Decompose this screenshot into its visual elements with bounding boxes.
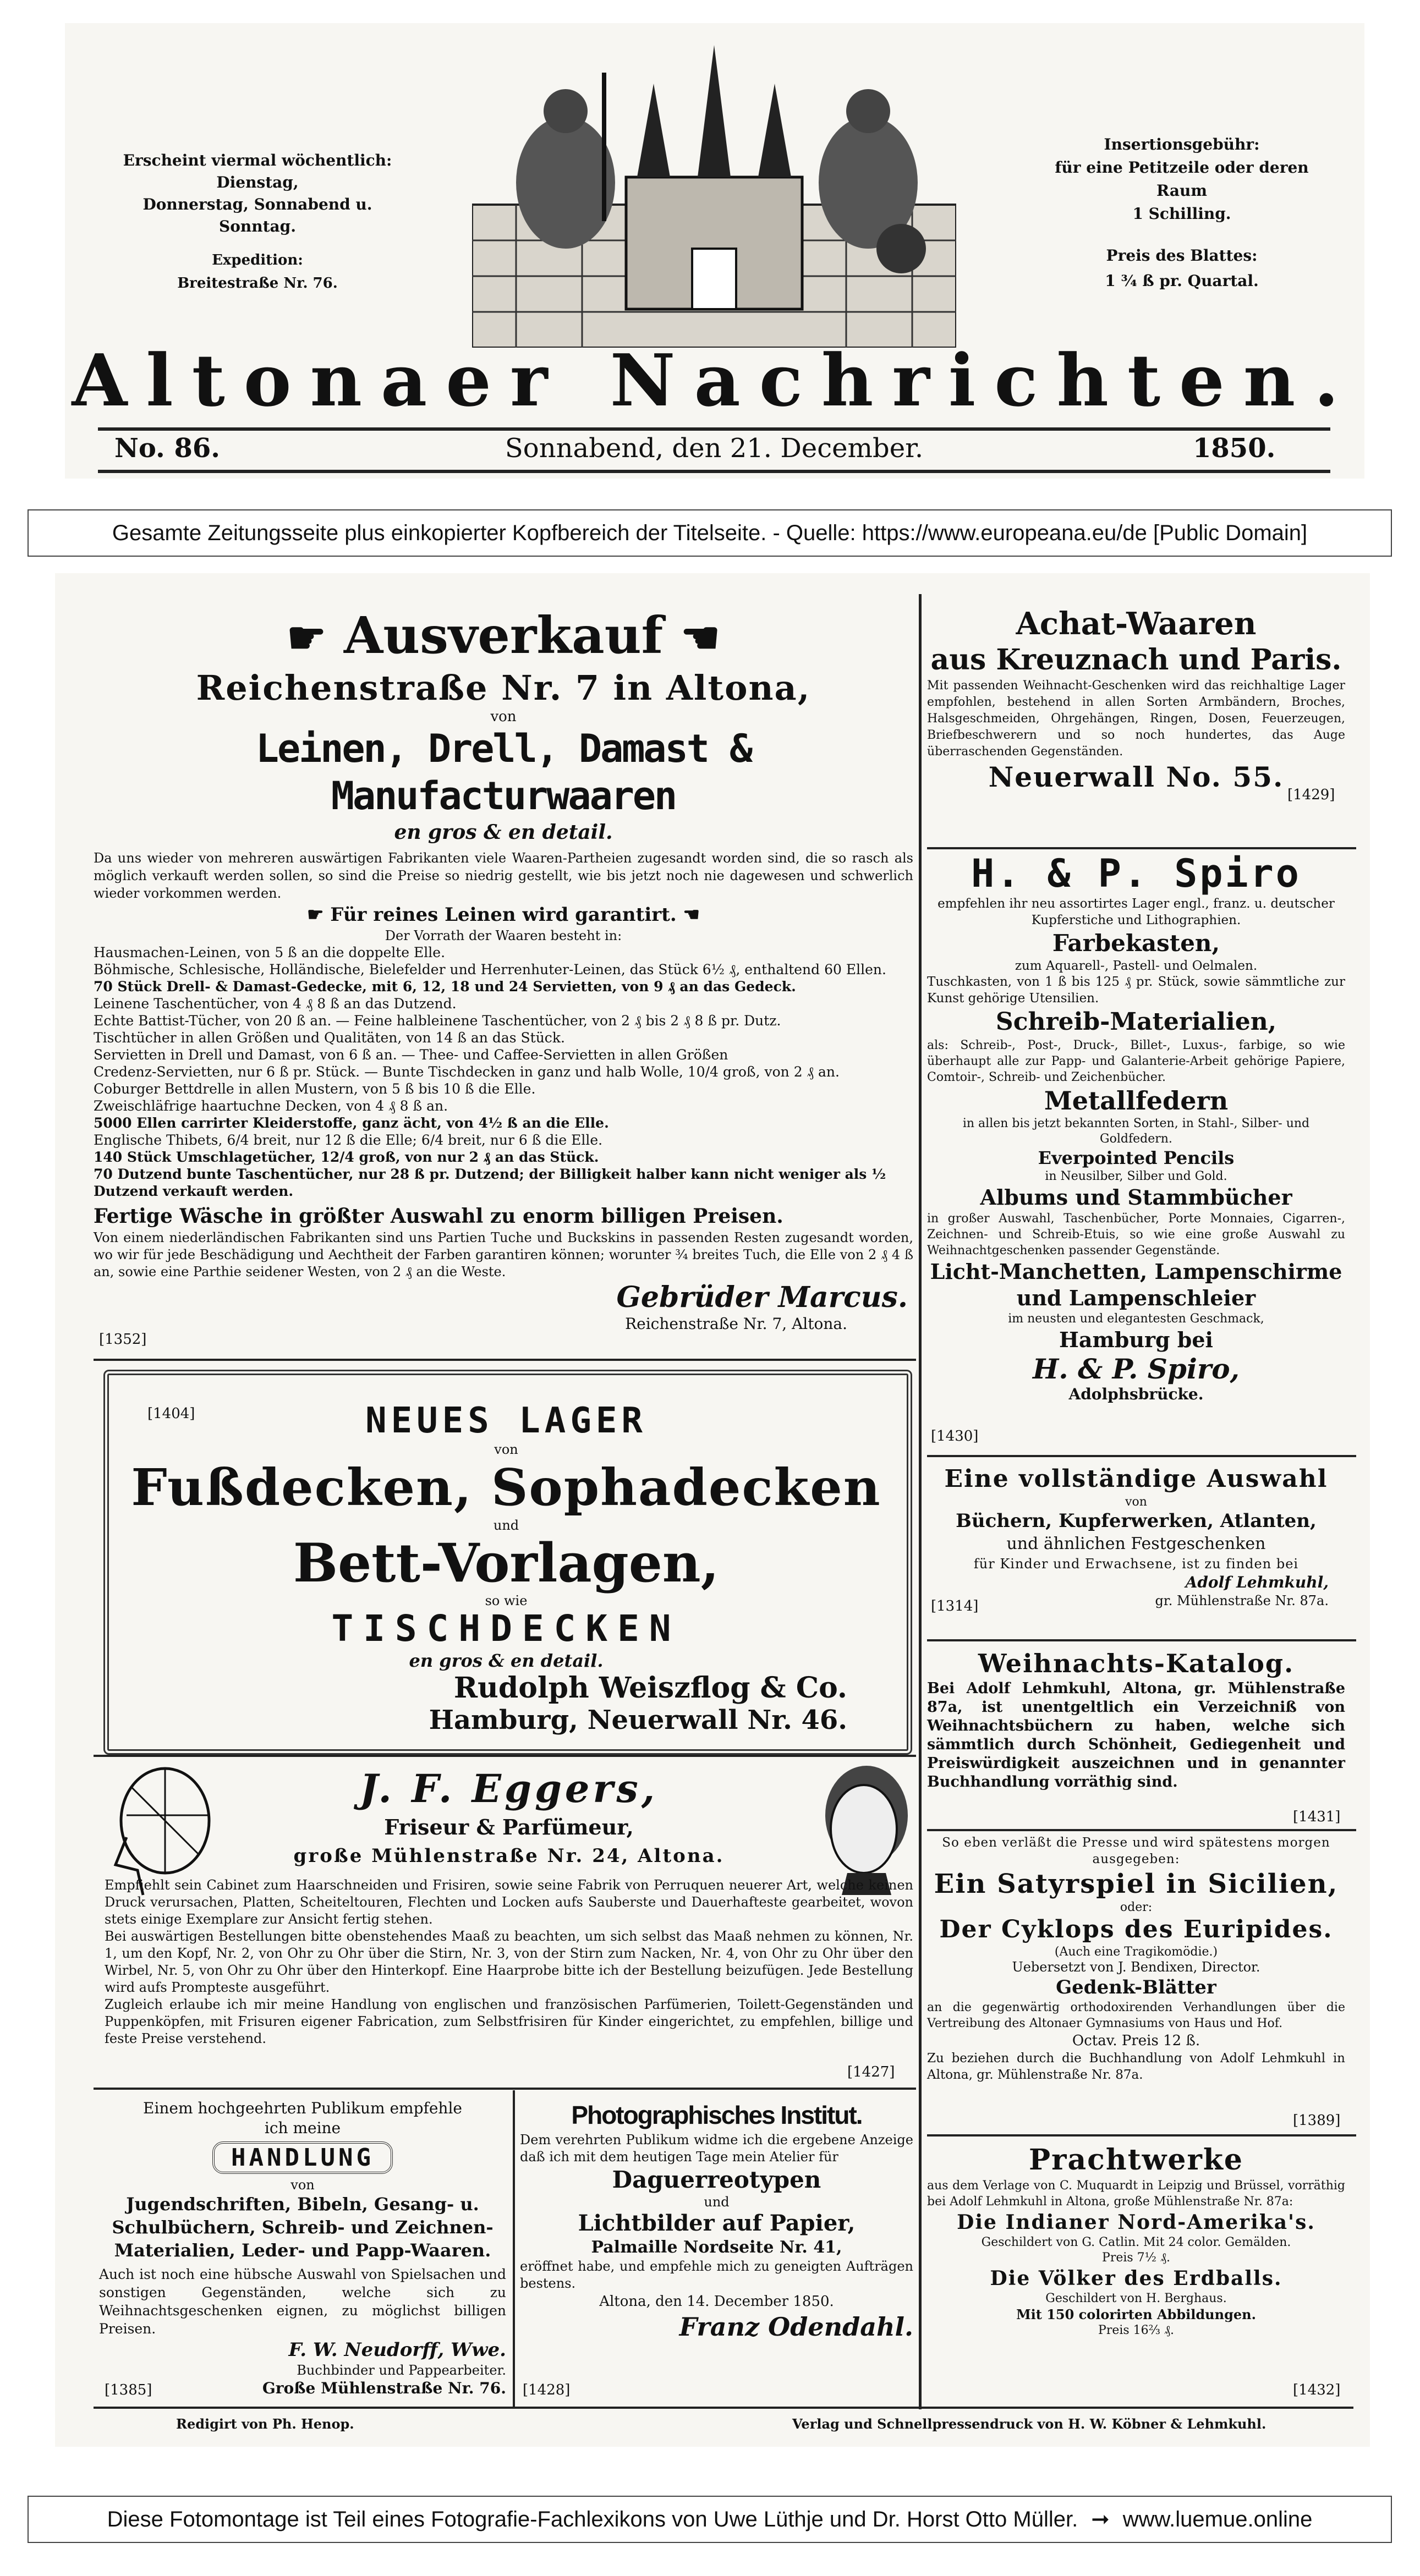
stock-line: Echte Battist-Tücher, von 20 ß an. — Feine halbleinene Taschentücher, von 2 ₰ bis 2 ₰ 8 ß pr. Dutz.	[94, 1013, 781, 1029]
neues-lager-engros: en gros & en detail.	[409, 1650, 604, 1671]
ref-1429: [1429]	[1287, 787, 1335, 803]
stock-line: 140 Stück Umschlagetücher, 12/4 groß, von nur 2 ₰ an das Stück.	[94, 1149, 599, 1165]
neues-lager-firm: Rudolph Weiszflog & Co.	[453, 1671, 847, 1705]
spiro-farbekasten-text: zum Aquarell-, Pastell- und Oelmalen.	[1015, 959, 1258, 973]
photo-lichtbilder: Lichtbilder auf Papier,	[578, 2210, 856, 2236]
satyr-title: Ein Satyrspiel in Sicilien,	[934, 1869, 1339, 1899]
lehmkuhl-von: von	[1125, 1495, 1147, 1509]
ausverkauf-lines	[94, 944, 913, 1200]
caption-bottom-text: Diese Fotomontage ist Teil eines Fotografie-Fachlexikons von Uwe Lüthje und Dr. Horst Otto Müller.	[107, 2507, 1078, 2531]
satyr-oder: oder:	[1120, 1901, 1153, 1914]
ad-weihnachts-katalog	[927, 1647, 1345, 1792]
spiro-ever-text: in Neusilber, Silber und Gold.	[1045, 1169, 1227, 1183]
caption-bottom	[28, 2496, 1392, 2543]
neues-lager-line3: TISCHDECKEN	[331, 1607, 681, 1650]
satyr-text: an die gegenwärtig orthodoxirenden Verhandlungen über die Vertreibung des Altonaer Gymnasiums von Haus und Hof.	[927, 2001, 1345, 2030]
left-info-1: Erscheint viermal wöchentlich:	[123, 151, 392, 169]
masthead-emblem	[472, 40, 956, 348]
left-info-3: Donnerstag, Sonnabend u. Sonntag.	[142, 195, 372, 235]
stock-line: 5000 Ellen carrirter Kleiderstoffe, ganz ächt, von 4½ ß an die Elle.	[94, 1115, 609, 1131]
spiro-metall: Metallfedern	[1044, 1086, 1229, 1116]
ad-spiro	[927, 852, 1345, 1404]
masthead-rule-bottom	[98, 470, 1330, 473]
ad-neues-lager	[121, 1400, 891, 1735]
masthead	[65, 23, 1364, 479]
divider	[927, 847, 1356, 849]
guarantee-text: Für reines Leinen wird garantirt.	[330, 904, 677, 926]
ausverkauf-address: Reichenstraße Nr. 7 in Altona,	[196, 668, 811, 708]
neues-lager-line2: Bett-Vorlagen,	[293, 1532, 720, 1594]
satyr-buy: Zu beziehen durch die Buchhandlung von Adolf Lehmkuhl in Altona, gr. Mühlenstraße Nr. 87a.	[927, 2051, 1345, 2082]
ref-1352: [1352]	[99, 1331, 147, 1348]
neues-lager-von: von	[494, 1442, 518, 1457]
ausverkauf-engros: en gros & en detail.	[394, 821, 613, 844]
ausverkauf-sig-address: Reichenstraße Nr. 7, Altona.	[625, 1315, 847, 1333]
newspaper-title: Altonaer Nachrichten.	[72, 338, 1358, 422]
prachtwerke-book-2: Die Völker des Erdballs.	[990, 2267, 1282, 2290]
satyr-price: Octav. Preis 12 ß.	[1072, 2033, 1200, 2049]
achat-title-2: aus Kreuznach und Paris.	[930, 643, 1342, 677]
masthead-rule-top	[98, 427, 1330, 431]
photo-und: und	[704, 2194, 730, 2210]
ad-photographisches-institut	[520, 2099, 913, 2343]
neudorff-handlung-text: HANDLUNG	[231, 2144, 374, 2172]
lehmkuhl-name: Adolf Lehmkuhl,	[1185, 1573, 1329, 1591]
stock-line: Servietten in Drell und Damast, von 6 ß an. — Thee- und Caffee-Servietten in allen Größen	[94, 1047, 728, 1063]
divider	[927, 1829, 1356, 1831]
photo-text-2: eröffnet habe, und empfehle mich zu geneigten Aufträgen bestens.	[520, 2259, 913, 2291]
ausverkauf-closing: Von einem niederländischen Fabrikanten sind uns Partien Tuche und Buckskins in passenden Resten zugesandt worden, wo wir für jede Beschädigung und Aechtheit der Farben garantiren können; worunter ¾ breites Tuch, die Elle von 2 ₰ 4 ß an, sowie eine Parthie seidener Westen, von 2 ₰ an die Weste.	[94, 1230, 913, 1279]
spiro-metall-text: in allen bis jetzt bekannten Sorten, in Stahl-, Silber- und Goldfedern.	[962, 1117, 1310, 1146]
satyr-intro: So eben verläßt die Presse und wird spätestens morgen ausgegeben:	[942, 1836, 1330, 1866]
spiro-firm: H. & P. Spiro,	[1033, 1353, 1240, 1385]
ausverkauf-signature: Gebrüder Marcus.	[616, 1281, 908, 1314]
price-value: 1 ¾ ß pr. Quartal.	[1105, 272, 1259, 290]
stock-line: Englische Thibets, 6/4 breit, nur 12 ß die Elle; 6/4 breit, nur 6 ß die Elle.	[94, 1132, 603, 1148]
katalog-title: Weihnachts-Katalog.	[978, 1649, 1295, 1678]
prachtwerke-title: Prachtwerke	[1028, 2143, 1244, 2177]
left-info-2: Dienstag,	[216, 173, 299, 191]
divider	[94, 2088, 916, 2090]
spiro-licht: Licht-Manchetten, Lampenschirme und Lampenschleier	[930, 1259, 1342, 1310]
ref-1389: [1389]	[1293, 2112, 1341, 2129]
caption-top: Gesamte Zeitungsseite plus einkopierter Kopfbereich der Titelseite. - Quelle: https://www.europeana.eu/de [Public Domain]	[28, 509, 1392, 557]
sub-column-divider	[513, 2090, 515, 2407]
neudorff-items: Jugendschriften, Bibeln, Gesang- u. Schulbüchern, Schreib- und Zeichnen-Materialien, Leder- und Papp-Waaren.	[112, 2194, 494, 2261]
stock-line: Böhmische, Schlesische, Holländische, Bielefelder und Herrenhuter-Leinen, das Stück 6½ ₰, enthaltend 60 Ellen.	[94, 962, 886, 977]
neues-lager-line1: Fußdecken, Sophadecken	[131, 1458, 881, 1517]
stock-line: Leinene Taschentücher, von 4 ₰ 8 ß an das Dutzend.	[94, 996, 457, 1012]
spiro-albums-text: in großer Auswahl, Taschenbücher, Porte Monnaies, Cigarren-, Zeichnen- und Schreib-Etuis, so wie eine große Auswahl zu Weihnachtgeschenken passender Gegenstände.	[927, 1212, 1345, 1257]
footer-publisher: Verlag und Schnellpressendruck von H. W. Köbner & Lehmkuhl.	[792, 2416, 1267, 2432]
eggers-text-1: Empfiehlt sein Cabinet zum Haarschneiden und Frisiren, sowie seine Fabrik von Perruquen neuerer Art, welche keinen Druck verursachen, Platten, Scheiteltouren, Flechten und Locken aufs Sauberste und Dauerhafteste gearbeitet, wovon stets einige Exemplare zur Ansicht fertig stehen.	[105, 1877, 913, 1927]
satyr-title-2: Der Cyklops des Euripides.	[939, 1915, 1333, 1943]
stock-line: Tischtücher in allen Größen und Qualitäten, von 14 ß an das Stück.	[94, 1030, 565, 1046]
footer-editor: Redigirt von Ph. Henop.	[176, 2416, 354, 2432]
photo-date: Altona, den 14. December 1850.	[599, 2293, 834, 2310]
lehmkuhl-items: Büchern, Kupferwerken, Atlanten,	[956, 1510, 1317, 1532]
ausverkauf-von: von	[490, 708, 517, 725]
ad-prachtwerke	[927, 2143, 1345, 2338]
neudorff-role: Buchbinder und Pappearbeiter.	[297, 2363, 506, 2378]
divider	[94, 1755, 916, 1757]
right-info-3: 1 Schilling.	[1132, 205, 1231, 223]
prachtwerke-book-1-price: Preis 7½ ₰.	[1102, 2251, 1170, 2265]
price-label: Preis des Blattes:	[1106, 246, 1258, 265]
ref-1428: [1428]	[523, 2382, 571, 2398]
eggers-text-3: Zugleich erlaube ich mir meine Handlung von englischen und französischen Parfümerien, Toilett-Gegenständen und Puppenköpfen, mit Frisuren eigener Fabrication, zum Selbstfrisiren für Kinder eingerichtet, zu empfehlen, billige und feste Preise verstehend.	[105, 1997, 913, 2046]
ausverkauf-waesche: Fertige Wäsche in größter Auswahl zu enorm billigen Preisen.	[94, 1205, 783, 1228]
prachtwerke-book-2-price: Preis 16⅔ ₰.	[1098, 2324, 1174, 2337]
neues-lager-und: und	[493, 1518, 519, 1533]
ad-satyrspiel	[927, 1834, 1345, 2083]
ref-1314: [1314]	[931, 1598, 979, 1614]
ad-neudorff	[99, 2099, 506, 2398]
spiro-hamburg: Hamburg bei	[1059, 1327, 1213, 1352]
neues-lager-title: NEUES LAGER	[365, 1400, 647, 1441]
ausverkauf-intro: Da uns wieder von mehreren auswärtigen Fabrikanten viele Waaren-Partheien zugesandt worden sind, die so rasch als möglich verkauft werden sollen, so sind die Preise so niedrig gestellt, wie bis jetzt noch nie dagewesen und schwerlich wieder vorkommen werden.	[94, 850, 913, 901]
ad-ausverkauf	[94, 605, 913, 1333]
prachtwerke-book-1: Die Indianer Nord-Amerika's.	[957, 2211, 1315, 2234]
lehmkuhl-items-2: und ähnlichen Festgeschenken	[1006, 1534, 1266, 1553]
eggers-role: Friseur & Parfümeur,	[384, 1815, 634, 1839]
ad-achat-waaren	[927, 605, 1345, 794]
expedition-label: Expedition:	[212, 252, 303, 268]
neudorff-von: von	[290, 2177, 315, 2193]
spiro-tusch: Tuschkasten, von 1 ß bis 125 ₰ pr. Stück, sowie sämmtliche zur Kunst gehörige Utensilien.	[927, 975, 1345, 1006]
achat-title-1: Achat-Waaren	[1016, 606, 1257, 642]
neudorff-handlung	[212, 2141, 393, 2174]
stock-line: Coburger Bettdrelle in allen Mustern, von 5 ß bis 10 ß die Elle.	[94, 1081, 536, 1097]
column-divider	[919, 594, 922, 2409]
masthead-right-info	[1044, 133, 1319, 226]
divider	[927, 1639, 1356, 1641]
neues-lager-sowie: so wie	[485, 1593, 528, 1608]
expedition-address: Breitestraße Nr. 76.	[177, 275, 338, 292]
ausverkauf-guarantee	[94, 902, 913, 927]
spiro-place: Adolphsbrücke.	[1068, 1385, 1204, 1403]
ref-1432: [1432]	[1293, 2382, 1341, 2398]
ausverkauf-goods: Leinen, Drell, Damast & Manufacturwaaren	[255, 726, 752, 819]
right-info-1: Insertionsgebühr:	[1104, 135, 1260, 153]
neudorff-intro: Einem hochgeehrten Publikum empfehle ich meine	[143, 2099, 462, 2137]
neues-lager-place: Hamburg, Neuerwall Nr. 46.	[429, 1705, 847, 1735]
stock-line: Credenz-Servietten, nur 6 ß pr. Stück. — Bunte Tischdecken in ganz und halb Wolle, 10/4 groß, von 2 ₰ an.	[94, 1064, 840, 1080]
stock-line: 70 Stück Drell- & Damast-Gedecke, mit 6, 12, 18 und 24 Servietten, von 9 ₰ an das Gedeck.	[94, 979, 796, 995]
pointing-hand-icon-right: ☚	[676, 904, 700, 926]
pointing-hand-left-icon: ☛	[287, 612, 326, 663]
ref-1385: [1385]	[105, 2382, 152, 2398]
spiro-text: empfehlen ihr neu assortirtes Lager engl., franz. u. deutscher Kupferstiche und Lithographien.	[937, 897, 1335, 927]
pointing-hand-icon: ☛	[306, 904, 331, 926]
neudorff-text: Auch ist noch eine hübsche Auswahl von Spielsachen und sonstigen Gegenständen, welche sich zu Weihnachtsgeschenken eignen, zu möglichst billigen Preisen.	[99, 2266, 506, 2337]
ausverkauf-title	[94, 605, 913, 668]
katalog-text: Bei Adolf Lehmkuhl, Altona, gr. Mühlenstraße 87a, ist unentgeltlich ein Verzeichniß von Weihnachtsbüchern zu haben, welche sich sämmtlich durch Schönheit, Gediegenheit und Preiswürdigkeit auszeichnen und in genannter Buchhandlung vorräthig sind.	[927, 1680, 1345, 1790]
photo-location: Palmaille Nordseite Nr. 41,	[591, 2238, 842, 2257]
satyr-sub: (Auch eine Tragikomödie.)	[1054, 1945, 1218, 1959]
photo-text: Dem verehrten Publikum widme ich die ergebene Anzeige daß ich mit dem heutigen Tage mein Atelier für	[520, 2132, 913, 2165]
issue-year: 1850.	[1193, 433, 1276, 464]
lehmkuhl-title: Eine vollständige Auswahl	[944, 1465, 1328, 1493]
eggers-text-2: Bei auswärtigen Bestellungen bitte obenstehendes Maaß zu beachten, um sich selbst das Maaß nehmen zu können, Nr. 1, um den Kopf, Nr. 2, von Ohr zu Ohr über die Stirn, Nr. 3, von der Stirn zum Nacken, Nr. 4, von Ohr zu Ohr über den Wirbel, Nr. 5, von Ohr zu Ohr über den Hinterkopf. Eine Haarprobe bitte ich der Bestellung beizufügen. Jede Bestellung wird aufs Prompteste ausgeführt.	[105, 1929, 913, 1995]
stock-line: Zweischläfrige haartuchne Decken, von 4 ₰ 8 ß an.	[94, 1098, 448, 1114]
neudorff-name: F. W. Neudorff, Wwe.	[288, 2339, 506, 2361]
prachtwerke-book-2-text: Geschildert von H. Berghaus.	[1045, 2292, 1227, 2305]
spiro-title: H. & P. Spiro	[971, 851, 1301, 896]
ref-1427: [1427]	[847, 2064, 895, 2080]
divider	[927, 1455, 1356, 1457]
ad-lehmkuhl-auswahl	[927, 1463, 1345, 1609]
prachtwerke-book-2-ill: Mit 150 colorirten Abbildungen.	[1016, 2306, 1256, 2322]
photo-name: Franz Odendahl.	[679, 2312, 913, 2342]
photo-title: Photographisches Institut.	[571, 2101, 862, 2129]
right-info-2: für eine Petitzeile oder deren Raum	[1055, 158, 1309, 200]
stock-line: 70 Dutzend bunte Taschentücher, nur 28 ß pr. Dutzend; der Billigkeit halber kann nicht weniger als ½ Dutzend verkauft werden.	[94, 1166, 886, 1199]
achat-address: Neuerwall No. 55.	[988, 761, 1284, 793]
eggers-name: J. F. Eggers,	[359, 1766, 659, 1811]
lehmkuhl-for: für Kinder und Erwachsene, ist zu finden bei	[973, 1556, 1299, 1572]
divider	[94, 2407, 1353, 2409]
ad-eggers	[105, 1766, 913, 2047]
spiro-licht-text: im neusten und elegantesten Geschmack,	[1008, 1312, 1264, 1326]
issue-number: No. 86.	[114, 433, 220, 464]
achat-text: Mit passenden Weihnacht-Geschenken wird das reichhaltige Lager empfohlen, bestehend in allen Sorten Armbändern, Broches, Halsgeschmeiden, Ohrgehängen, Ringen, Dosen, Feuerzeugen, Briefbeschwerern und so noch hundertes, das Auge überraschenden Gegenständen.	[927, 679, 1345, 759]
spiro-ever: Everpointed Pencils	[1038, 1147, 1235, 1168]
masthead-left-info	[120, 150, 395, 238]
spiro-schreib: Schreib-Materialien,	[995, 1008, 1277, 1036]
divider	[927, 2134, 1356, 2136]
pointing-hand-right-icon: ☚	[681, 612, 720, 663]
spiro-farbekasten: Farbekasten,	[1052, 930, 1220, 957]
stock-line: Hausmachen-Leinen, von 5 ß an die doppelte Elle.	[94, 944, 446, 960]
eggers-address: große Mühlenstraße Nr. 24, Altona.	[293, 1845, 725, 1867]
neudorff-address: Große Mühlenstraße Nr. 76.	[262, 2379, 506, 2397]
ausverkauf-title-text: Ausverkauf	[343, 606, 664, 665]
lehmkuhl-address: gr. Mühlenstraße Nr. 87a.	[1155, 1593, 1329, 1608]
satyr-gedenk: Gedenk-Blätter	[1056, 1976, 1216, 1998]
ref-1404: [1404]	[147, 1405, 195, 1422]
prachtwerke-text: aus dem Verlage von C. Muquardt in Leipzig und Brüssel, vorräthig bei Adolf Lehmkuhl in Altona, große Mühlenstraße Nr. 87a:	[927, 2179, 1345, 2209]
masthead-price	[1044, 243, 1319, 294]
photo-daguerreotypen: Daguerreotypen	[612, 2166, 821, 2193]
spiro-albums: Albums und Stammbücher	[980, 1185, 1292, 1210]
spiro-schreib-text: als: Schreib-, Post-, Druck-, Billet-, Luxus-, farbige, so wie überhaupt alle zur Papp- und Galanterie-Arbeit gehörige Papiere, Comtoir-, Schreib- und Zeichenbücher.	[927, 1039, 1345, 1084]
issue-date: Sonnabend, den 21. December.	[505, 433, 924, 464]
masthead-expedition	[120, 249, 395, 295]
caption-bottom-url[interactable]: www.luemue.online	[1122, 2507, 1313, 2531]
satyr-trans: Uebersetzt von J. Bendixen, Director.	[1012, 1959, 1260, 1975]
arrow-right-icon: ➞	[1091, 2507, 1110, 2531]
ref-1431: [1431]	[1293, 1809, 1341, 1825]
divider	[94, 1359, 916, 1361]
ausverkauf-stock: Der Vorrath der Waaren besteht in:	[385, 928, 622, 943]
ref-1430: [1430]	[931, 1428, 979, 1444]
prachtwerke-book-1-text: Geschildert von G. Catlin. Mit 24 color. Gemälden.	[981, 2236, 1291, 2249]
